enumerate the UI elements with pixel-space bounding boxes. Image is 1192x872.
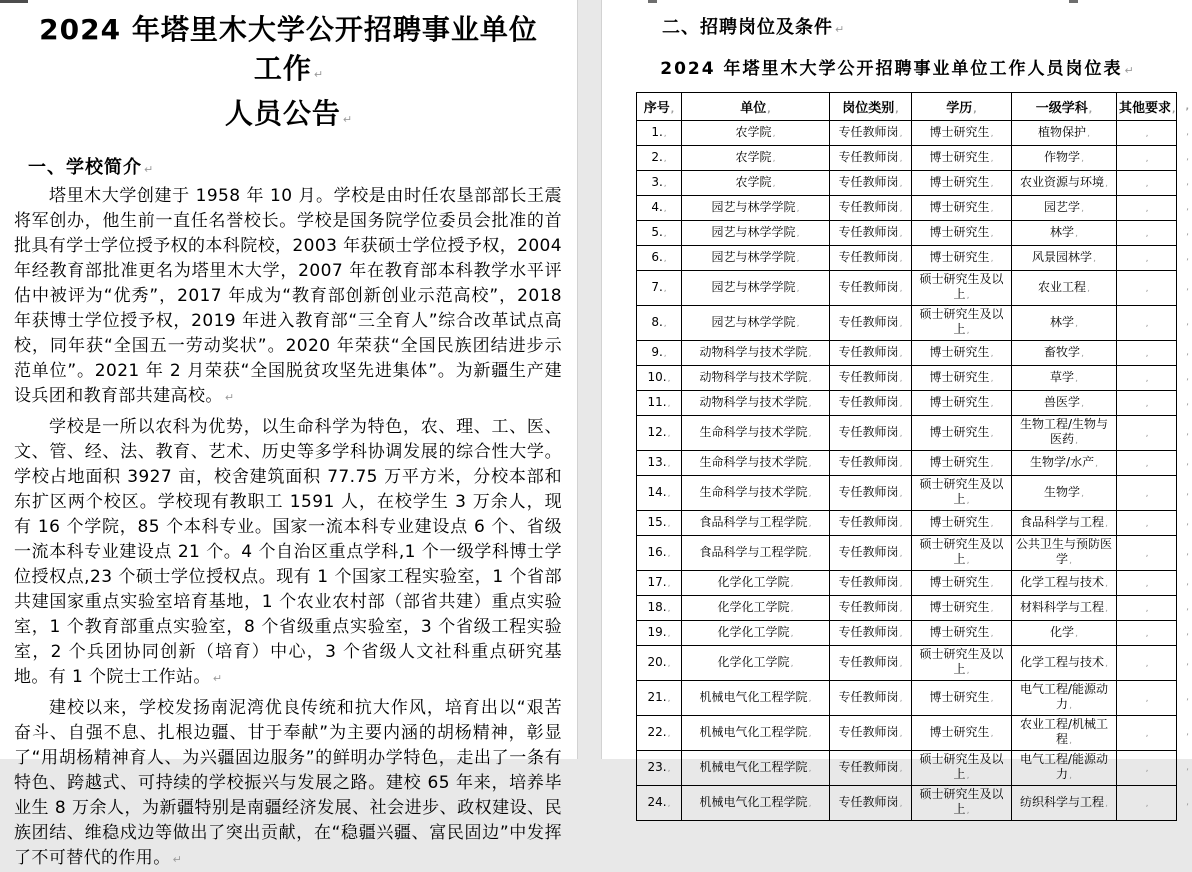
cell-other-requirements xyxy=(1117,536,1189,571)
cell-other-requirements xyxy=(1117,596,1189,621)
cell-discipline: 兽医学 , xyxy=(1012,391,1117,416)
cell-other-requirements xyxy=(1117,246,1189,271)
cell-degree: 博士研究生 , xyxy=(912,681,1012,716)
table-row xyxy=(637,341,1177,366)
cell-unit: 机械电气化工程学院 , xyxy=(682,786,830,821)
row-end-mark: , xyxy=(1186,547,1189,558)
line-break-mark: ↵ xyxy=(313,68,324,81)
cell-degree: 博士研究生 , xyxy=(912,571,1012,596)
paragraph-mark: ↵ xyxy=(144,163,154,176)
cell-post-type: 专任教师岗 , xyxy=(830,221,912,246)
cell-no: 11. , xyxy=(637,391,682,416)
row-end-mark: , xyxy=(1186,657,1189,668)
cell-unit: 机械电气化工程学院 , xyxy=(682,716,830,751)
cell-post-type: 专任教师岗 , xyxy=(830,271,912,306)
cell-other-requirements xyxy=(1117,571,1189,596)
cell-no: 8. , xyxy=(637,306,682,341)
table-row xyxy=(637,221,1177,246)
table-row xyxy=(637,596,1177,621)
paragraph-mark: ↵ xyxy=(835,23,845,36)
cell-post-type: 专任教师岗 , xyxy=(830,621,912,646)
paragraph-text: 塔里木大学创建于 1958 年 10 月。学校是由时任农垦部部长王震将军创办，他生前一直任名誉校长。学校是国务院学位委员会批准的首批具有学士学位授予权的本科院校，2003 年获硕士学位授予权，2004 年经教育部批准更名为塔里木大学，2007 年在教育部本科教学水平评估中被评为“优秀”，2017 年成为“教育部创新创业示范高校”，2018 年获博士学位授予权，2019 年进入教育部“三全育人”综合改革试点高校，同年获“全国五一劳动奖状”。2020 年荣获“全国民族团结进步示范单位”。2021 年 2 月荣获“全国脱贫攻坚先进集体”。为新疆生产建设兵团和教育部共建高校。 xyxy=(14,186,562,406)
row-end-mark: , xyxy=(1186,602,1189,613)
cell-post-type: 专任教师岗 , xyxy=(830,571,912,596)
cell-no: 4. , xyxy=(637,196,682,221)
cell-discipline: 化学工程与技术 , xyxy=(1012,646,1117,681)
cell-unit: 化学化工学院 , xyxy=(682,571,830,596)
paragraph-mark: ↵ xyxy=(212,672,223,685)
col-header-degree: 学历 , xyxy=(912,93,1012,121)
cell-other-requirements xyxy=(1117,451,1189,476)
table-row xyxy=(637,121,1177,146)
cell-no: 17. , xyxy=(637,571,682,596)
cell-other-requirements xyxy=(1117,366,1189,391)
row-end-mark: , xyxy=(1186,227,1189,238)
cell-post-type: 专任教师岗 , xyxy=(830,341,912,366)
cell-discipline: 化学 , xyxy=(1012,621,1117,646)
table-row xyxy=(637,391,1177,416)
cell-post-type: 专任教师岗 , xyxy=(830,391,912,416)
cell-other-requirements xyxy=(1117,341,1189,366)
cell-no: 7. , xyxy=(637,271,682,306)
cell-post-type: 专任教师岗 , xyxy=(830,196,912,221)
cell-unit: 园艺与林学学院 , xyxy=(682,306,830,341)
row-end-mark: , xyxy=(1186,282,1189,293)
cell-unit: 生命科学与技术学院 , xyxy=(682,416,830,451)
page-1 xyxy=(0,0,578,868)
cell-discipline: 生物学/水产 , xyxy=(1012,451,1117,476)
row-end-mark: , xyxy=(1186,457,1189,468)
cell-unit: 农学院 , xyxy=(682,121,830,146)
table-row xyxy=(637,786,1177,821)
document-title-line-2: 人员公告 xyxy=(224,97,341,130)
row-end-mark: , xyxy=(1186,177,1189,188)
cell-no: 12. , xyxy=(637,416,682,451)
cell-unit: 化学化工学院 , xyxy=(682,621,830,646)
col-header-other-requirements xyxy=(1117,93,1189,121)
cell-other-requirements xyxy=(1117,786,1189,821)
crop-mark xyxy=(0,0,28,3)
intro-paragraph-3 xyxy=(14,696,562,872)
cell-no: 24. , xyxy=(637,786,682,821)
col-header-unit: 单位 , xyxy=(682,93,830,121)
row-end-mark: , xyxy=(1186,372,1189,383)
cell-other-requirements xyxy=(1117,716,1189,751)
cell-degree: 博士研究生 , xyxy=(912,171,1012,196)
cell-other-requirements xyxy=(1117,391,1189,416)
cell-no: 2. , xyxy=(637,146,682,171)
cell-degree: 硕士研究生及以上 , xyxy=(912,751,1012,786)
cell-unit: 生命科学与技术学院 , xyxy=(682,451,830,476)
paragraph-mark: ↵ xyxy=(172,853,182,866)
cell-unit: 园艺与林学学院 , xyxy=(682,221,830,246)
cell-discipline: 农业工程/机械工程 , xyxy=(1012,716,1117,751)
table-row xyxy=(637,476,1177,511)
cell-other-requirements xyxy=(1117,221,1189,246)
cell-degree: 博士研究生 , xyxy=(912,221,1012,246)
cell-post-type: 专任教师岗 , xyxy=(830,646,912,681)
table-row xyxy=(637,271,1177,306)
table-header-row xyxy=(637,93,1177,121)
table-row xyxy=(637,416,1177,451)
cell-post-type: 专任教师岗 , xyxy=(830,476,912,511)
table-row xyxy=(637,451,1177,476)
section-heading-positions xyxy=(602,13,1192,39)
positions-table xyxy=(636,92,1189,821)
table-row xyxy=(637,571,1177,596)
cell-no: 14. , xyxy=(637,476,682,511)
cell-no: 9. , xyxy=(637,341,682,366)
cell-discipline: 电气工程/能源动力 , xyxy=(1012,751,1117,786)
table-row xyxy=(637,716,1177,751)
cell-degree: 博士研究生 , xyxy=(912,366,1012,391)
cell-unit: 农学院 , xyxy=(682,171,830,196)
cell-post-type: 专任教师岗 , xyxy=(830,146,912,171)
cell-post-type: 专任教师岗 , xyxy=(830,121,912,146)
cell-discipline: 风景园林学 , xyxy=(1012,246,1117,271)
cell-degree: 硕士研究生及以上 , xyxy=(912,271,1012,306)
cell-degree: 硕士研究生及以上 , xyxy=(912,536,1012,571)
cell-discipline: 生物学 , xyxy=(1012,476,1117,511)
cell-unit: 生命科学与技术学院 , xyxy=(682,476,830,511)
cell-unit: 机械电气化工程学院 , xyxy=(682,681,830,716)
cell-post-type: 专任教师岗 , xyxy=(830,536,912,571)
cell-post-type: 专任教师岗 , xyxy=(830,716,912,751)
row-end-mark: , xyxy=(1186,347,1189,358)
row-end-mark: , xyxy=(1186,317,1189,328)
cell-post-type: 专任教师岗 , xyxy=(830,416,912,451)
cell-no: 18. , xyxy=(637,596,682,621)
table-row xyxy=(637,366,1177,391)
cell-post-type: 专任教师岗 , xyxy=(830,451,912,476)
cell-post-type: 专任教师岗 , xyxy=(830,596,912,621)
paragraph-mark: ↵ xyxy=(1124,64,1134,77)
table-row xyxy=(637,536,1177,571)
intro-paragraph-2 xyxy=(14,415,562,691)
cell-discipline: 草学 , xyxy=(1012,366,1117,391)
row-end-mark: , xyxy=(1186,127,1189,138)
section-heading-text: 二、招聘岗位及条件 xyxy=(662,17,833,38)
paragraph-text: 建校以来，学校发扬南泥湾优良传统和抗大作风，培育出以“艰苦奋斗、自强不息、扎根边疆、甘于奉献”为主要内涵的胡杨精神，彰显了“用胡杨精神育人、为兴疆固边服务”的鲜明办学特色，走出了一条有特色、跨越式、可持续的学校振兴与发展之路。建校 65 年来，培养毕业生 8 万余人，为新疆特别是南疆经济发展、社会进步、政权建设、民族团结、维稳戍边等做出了突出贡献，在“稳疆兴疆、富民固边”中发挥了不可替代的作用。 xyxy=(14,698,562,868)
cell-degree: 硕士研究生及以上 , xyxy=(912,646,1012,681)
crop-mark xyxy=(648,0,657,3)
cell-no: 5. , xyxy=(637,221,682,246)
cell-discipline: 畜牧学 , xyxy=(1012,341,1117,366)
cell-unit: 化学化工学院 , xyxy=(682,646,830,681)
cell-other-requirements xyxy=(1117,271,1189,306)
table-row xyxy=(637,246,1177,271)
cell-unit: 化学化工学院 , xyxy=(682,596,830,621)
cell-discipline: 材料科学与工程 , xyxy=(1012,596,1117,621)
cell-discipline: 食品科学与工程 , xyxy=(1012,511,1117,536)
cell-no: 6. , xyxy=(637,246,682,271)
cell-other-requirements xyxy=(1117,416,1189,451)
cell-discipline: 化学工程与技术 , xyxy=(1012,571,1117,596)
table-row xyxy=(637,681,1177,716)
cell-discipline: 林学 , xyxy=(1012,306,1117,341)
cell-degree: 博士研究生 , xyxy=(912,121,1012,146)
cell-unit: 农学院 , xyxy=(682,146,830,171)
cell-no: 13. , xyxy=(637,451,682,476)
cell-post-type: 专任教师岗 , xyxy=(830,681,912,716)
table-row xyxy=(637,306,1177,341)
cell-discipline: 林学 , xyxy=(1012,221,1117,246)
cell-unit: 动物科学与技术学院 , xyxy=(682,366,830,391)
positions-table-title xyxy=(602,54,1192,79)
table-row xyxy=(637,196,1177,221)
paragraph-mark: ↵ xyxy=(224,391,235,404)
cell-degree: 博士研究生 , xyxy=(912,391,1012,416)
cell-degree: 硕士研究生及以上 , xyxy=(912,786,1012,821)
cell-degree: 博士研究生 , xyxy=(912,511,1012,536)
cell-unit: 园艺与林学学院 , xyxy=(682,196,830,221)
paragraph-mark: ↵ xyxy=(342,113,353,126)
cell-other-requirements xyxy=(1117,621,1189,646)
row-end-mark: , xyxy=(1186,397,1189,408)
cell-no: 15. , xyxy=(637,511,682,536)
row-end-mark: , xyxy=(1186,427,1189,438)
cell-no: 3. , xyxy=(637,171,682,196)
cell-post-type: 专任教师岗 , xyxy=(830,511,912,536)
cell-degree: 博士研究生 , xyxy=(912,246,1012,271)
cell-discipline: 生物工程/生物与医药 , xyxy=(1012,416,1117,451)
table-row xyxy=(637,751,1177,786)
header-text: 其他要求 xyxy=(1119,101,1172,116)
row-end-mark: , xyxy=(1185,101,1189,112)
cell-other-requirements xyxy=(1117,306,1189,341)
cell-unit: 动物科学与技术学院 , xyxy=(682,391,830,416)
cell-unit: 园艺与林学学院 , xyxy=(682,246,830,271)
cell-no: 10. , xyxy=(637,366,682,391)
cell-unit: 园艺与林学学院 , xyxy=(682,271,830,306)
cell-other-requirements xyxy=(1117,196,1189,221)
table-title-text: 2024 年塔里木大学公开招聘事业单位工作人员岗位表 xyxy=(660,59,1123,79)
table-row xyxy=(637,146,1177,171)
col-header-post-type: 岗位类别 , xyxy=(830,93,912,121)
cell-other-requirements xyxy=(1117,171,1189,196)
cell-no: 22. , xyxy=(637,716,682,751)
row-end-mark: , xyxy=(1186,202,1189,213)
cell-other-requirements xyxy=(1117,646,1189,681)
row-end-mark: , xyxy=(1186,517,1189,528)
row-end-mark: , xyxy=(1186,152,1189,163)
row-end-mark: , xyxy=(1186,487,1189,498)
row-end-mark: , xyxy=(1186,797,1189,808)
cell-post-type: 专任教师岗 , xyxy=(830,246,912,271)
table-row xyxy=(637,621,1177,646)
crop-mark xyxy=(1069,0,1078,3)
row-end-mark: , xyxy=(1186,577,1189,588)
cell-other-requirements xyxy=(1117,511,1189,536)
cell-other-requirements xyxy=(1117,146,1189,171)
cell-degree: 博士研究生 , xyxy=(912,146,1012,171)
cell-discipline: 农业资源与环境 , xyxy=(1012,171,1117,196)
row-end-mark: , xyxy=(1186,627,1189,638)
cell-degree: 博士研究生 , xyxy=(912,451,1012,476)
table-row xyxy=(637,511,1177,536)
section-heading-text: 一、学校简介 xyxy=(28,157,142,178)
row-end-mark: , xyxy=(1186,762,1189,773)
document-title xyxy=(28,10,549,139)
cell-other-requirements xyxy=(1117,681,1189,716)
col-header-discipline: 一级学科 , xyxy=(1012,93,1117,121)
cell-unit: 动物科学与技术学院 , xyxy=(682,341,830,366)
cell-post-type: 专任教师岗 , xyxy=(830,366,912,391)
cell-degree: 博士研究生 , xyxy=(912,341,1012,366)
row-end-mark: , xyxy=(1186,727,1189,738)
cell-degree: 硕士研究生及以上 , xyxy=(912,476,1012,511)
cell-unit: 食品科学与工程学院 , xyxy=(682,511,830,536)
col-header-no: 序号 , xyxy=(637,93,682,121)
cell-discipline: 纺织科学与工程 , xyxy=(1012,786,1117,821)
cell-discipline: 作物学 , xyxy=(1012,146,1117,171)
cell-no: 19. , xyxy=(637,621,682,646)
document-title-line-1: 2024 年塔里木大学公开招聘事业单位工作 xyxy=(39,13,538,85)
cell-discipline: 园艺学 , xyxy=(1012,196,1117,221)
cell-discipline: 电气工程/能源动力 , xyxy=(1012,681,1117,716)
cell-no: 1. , xyxy=(637,121,682,146)
cell-unit: 食品科学与工程学院 , xyxy=(682,536,830,571)
cell-degree: 博士研究生 , xyxy=(912,716,1012,751)
table-row xyxy=(637,171,1177,196)
row-end-mark: , xyxy=(1186,692,1189,703)
cell-other-requirements xyxy=(1117,476,1189,511)
page-2 xyxy=(601,0,1192,816)
cell-post-type: 专任教师岗 , xyxy=(830,786,912,821)
intro-paragraph-1 xyxy=(14,184,562,410)
cell-no: 16. , xyxy=(637,536,682,571)
section-heading-school-intro xyxy=(0,153,577,179)
cell-degree: 博士研究生 , xyxy=(912,416,1012,451)
cell-no: 20. , xyxy=(637,646,682,681)
cell-discipline: 农业工程 , xyxy=(1012,271,1117,306)
cell-degree: 硕士研究生及以上 , xyxy=(912,306,1012,341)
row-end-mark: , xyxy=(1186,252,1189,263)
cell-unit: 机械电气化工程学院 , xyxy=(682,751,830,786)
cell-no: 21. , xyxy=(637,681,682,716)
cell-other-requirements xyxy=(1117,121,1189,146)
cell-no: 23. , xyxy=(637,751,682,786)
cell-degree: 博士研究生 , xyxy=(912,596,1012,621)
cell-degree: 博士研究生 , xyxy=(912,196,1012,221)
cell-other-requirements xyxy=(1117,751,1189,786)
cell-discipline: 公共卫生与预防医学 , xyxy=(1012,536,1117,571)
cell-post-type: 专任教师岗 , xyxy=(830,751,912,786)
cell-discipline: 植物保护 , xyxy=(1012,121,1117,146)
cell-post-type: 专任教师岗 , xyxy=(830,306,912,341)
paragraph-text: 学校是一所以农科为优势，以生命科学为特色，农、理、工、医、文、管、经、法、教育、艺术、历史等多学科协调发展的综合性大学。学校占地面积 3927 亩，校舍建筑面积 77.75 万平方米，分校本部和东扩区两个校区。学校现有教职工 1591 人，在校学生 3 万余人，现有 16 个学院，85 个本科专业。国家一流本科专业建设点 6 个、省级一流本科专业建设点 21 个。4 个自治区重点学科,1 个一级学科博士学位授权点,23 个硕士学位授权点。现有 1 个国家工程实验室，1 个省部共建国家重点实验室培育基地，1 个农业农村部（部省共建）重点实验室，1 个教育部重点实验室，8 个省级重点实验室，3 个省级工程实验室，2 个兵团协同创新（培育）中心，3 个省级人文社科重点研究基地。有 1 个院士工作站。 xyxy=(14,417,562,687)
cell-post-type: 专任教师岗 , xyxy=(830,171,912,196)
cell-degree: 博士研究生 , xyxy=(912,621,1012,646)
table-row xyxy=(637,646,1177,681)
